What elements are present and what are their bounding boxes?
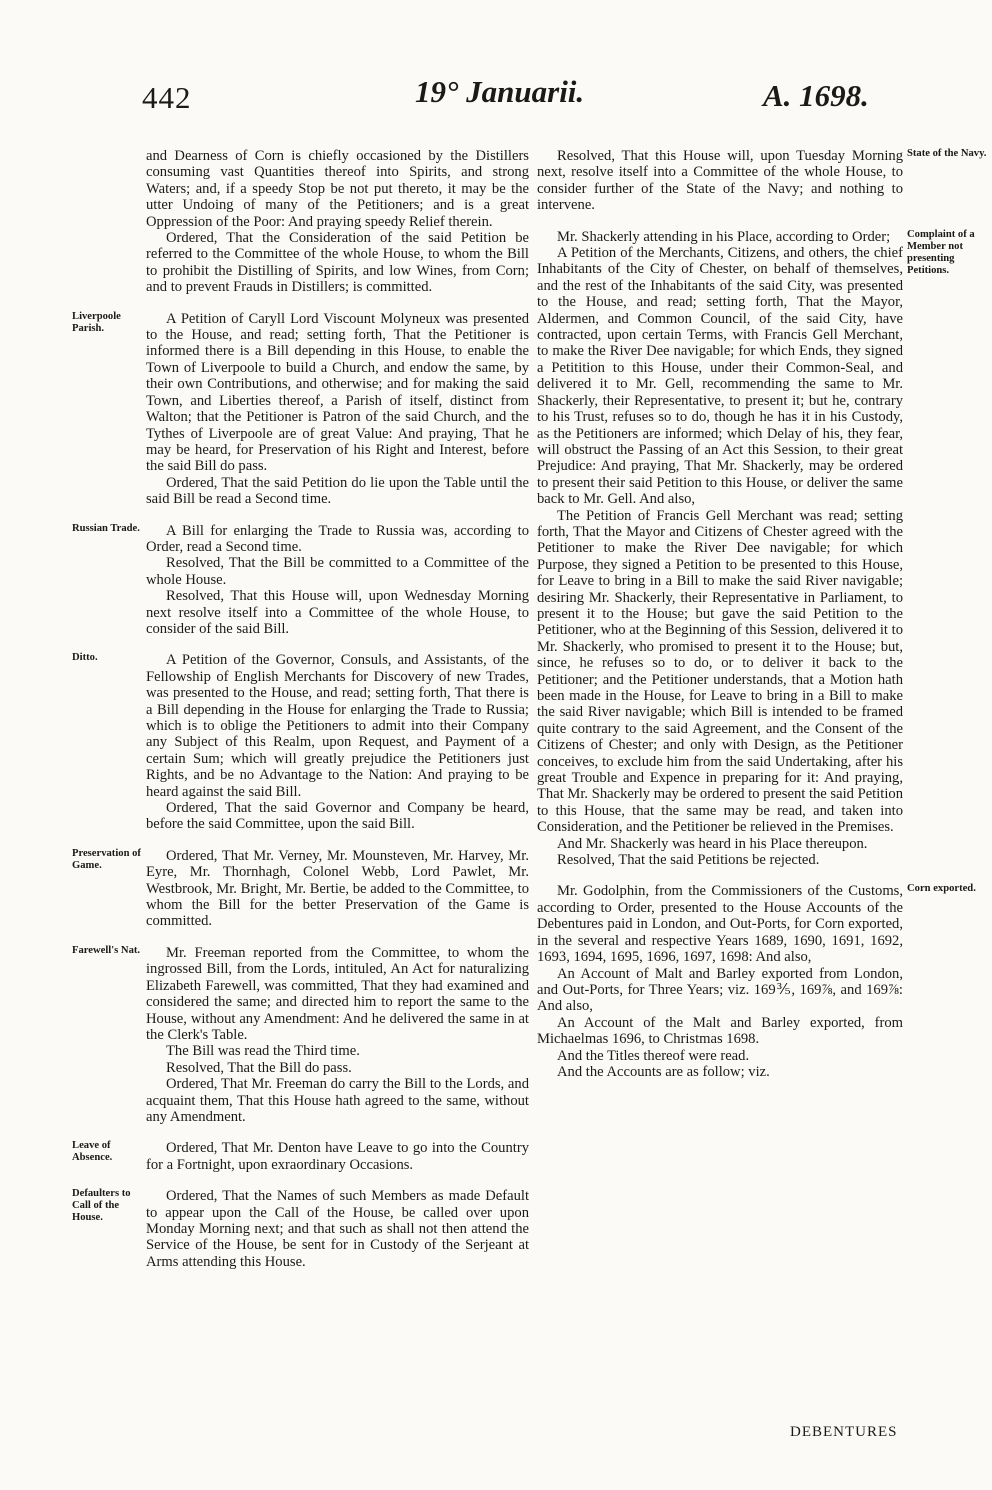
entry-leave-of-absence (72, 1140, 529, 1173)
paragraph: Resolved, That the said Petitions be rejected. (557, 852, 820, 869)
page-year: A. 1698. (763, 78, 869, 113)
margin-note: Preservation of Game. (72, 847, 141, 871)
paragraph: And Mr. Shackerly was heard in his Place thereupon. (557, 835, 868, 852)
entry-complaint-member (537, 228, 975, 869)
paragraph: Resolved, That this House will, upon Tuesday Morning next, resolve itself into a Committee of the whole House, to consider further of the State of the Navy; and nothing to intervene. (537, 148, 903, 214)
paragraph: And the Accounts are as follow; viz. (557, 1063, 770, 1080)
paragraph: The Bill was read the Third time. (166, 1043, 360, 1060)
paragraph: A Petition of the Merchants, Citizens, and others, the chief Inhabitants of the City of Chester, on behalf of themselves, and the rest of the Inhabitants of the said City, was presented to the House, and read; setting forth, That the Mayor, Aldermen, and Common Council, of the said City, have contracted, upon certain Terms, with Francis Gell Merchant, to make the River Dee navigable; for which Ends, they signed a Petitition to this House, under their Common-Seal, and delivered it to Mr. Gell, recommending the same to Mr. Shackerly, their Representative, to present it; but he, contrary to his Trust, refuses so to do, though he has it in his Custody, as the Petitioners are informed; which Delay of his, they fear, will obstruct the Passing of an Act this Session, to their great Prejudice: And praying, That Mr. Shackerly, may be ordered to present their said Petition to this House, or deliver the same back to Mr. Gell. And also, (537, 245, 903, 508)
left-column (72, 148, 529, 1270)
paragraph: Mr. Godolphin, from the Commissioners of the Customs, according to Order, presented to the House Accounts of the Debentures paid in London, and Out-Ports, for Corn exported, in the several and respective Years 1689, 1690, 1691, 1692, 1693, 1694, 1695, 1696, 1697, 1698: And also, (537, 883, 903, 966)
margin-note: Farewell's Nat. (72, 944, 141, 956)
paragraph: An Account of the Malt and Barley exported, from Michaelmas 1696, to Christmas 1698. (537, 1014, 903, 1048)
catchword: DEBENTURES (790, 1424, 898, 1440)
page-header (0, 74, 992, 124)
margin-note: Ditto. (72, 652, 98, 664)
paragraph: And the Titles thereof were read. (557, 1047, 750, 1064)
entry-defaulters (72, 1188, 529, 1270)
paragraph: Ordered, That Mr. Freeman do carry the Bill to the Lords, and acquaint them, That this House hath agreed to the same, without any Amendment. (146, 1076, 529, 1125)
paragraph: Ordered, That the Names of such Members as made Default to appear upon the Call of the House, be called over upon Monday Morning next; and that such as shall not then attend the Service of the House, be sent for in Custody of the Serjeant at Arms attending this House. (146, 1188, 529, 1270)
paragraph: Mr. Freeman reported from the Committee, to whom the ingrossed Bill, from the Lords, intituled, An Act for naturalizing Elizabeth Farewell, was committed, That they had examined and considered the same; and directed him to report the same to the House, without any Amendment: And he delivered the same in at the Clerk's Table. (146, 944, 529, 1043)
paragraph: Resolved, That the Bill do pass. (166, 1059, 352, 1076)
paragraph: Resolved, That the Bill be committed to a Committee of the whole House. (146, 555, 529, 588)
margin-note: Corn exported. (907, 883, 976, 895)
margin-note: Defaulters to Call of the House. (72, 1188, 131, 1224)
right-column (537, 148, 987, 1080)
entry-liverpoole-parish (72, 310, 529, 508)
paragraph: Mr. Shackerly attending in his Place, according to Order; (557, 228, 891, 245)
margin-note: Leave of Absence. (72, 1140, 113, 1164)
paragraph: The Petition of Francis Gell Merchant was read; setting forth, That the Mayor and Citizens of Chester agreed with the Petitioner to make the River Dee navigable; for which Purpose, they signed a Petition to be presented to this House, for Leave to bring in a Bill to make the said River navigable; desiring Mr. Shackerly, their Representative in Parliament, to present it to the House; but gave the said Petition to the Petitioner, who at the Beginning of this Session, delivered it to Mr. Shackerly, who promised to present it to the House; but, since, he refuses so to do, or to deliver it back to the Petitioner; and the Petitioner understands, that a Motion hath been made in the House, for Leave to bring in a Bill to make the said River navigable; which Bill is intended to be framed quite contrary to the said Agreement, and the Consent of the Citizens of Chester; and only with Design, as the Petitioner conceives, to exclude him from the said Undertaking, after his great Trouble and Expence in preparing for it: And praying, That Mr. Shackerly may be ordered to present the said Petition to this House, that the same may be read, and taken into Consideration, and the Petitioner be relieved in the Premises. (537, 507, 903, 836)
entry-state-of-navy (537, 148, 987, 214)
entry-distilling-petition (146, 148, 529, 296)
paragraph: A Bill for enlarging the Trade to Russia was, according to Order, read a Second time. (146, 522, 529, 555)
paragraph: A Petition of Caryll Lord Viscount Molyneux was presented to the House, and read; setting forth, That the Petitioner is informed there is a Bill depending in this House, to enable the Town of Liverpoole to build a Church, and endow the same, by their own Contributions, and otherwise; and for making the said Town, and Liberties thereof, a Parish of itself, distinct from Walton; that the Petitioner is Patron of the said Church, and the Tythes of Liverpoole are of great Value: And praying, That he may be heard, for Preservation of his Right and Interest, before the said Bill do pass. (146, 310, 529, 475)
paragraph: Ordered, That Mr. Verney, Mr. Mounsteven, Mr. Harvey, Mr. Eyre, Mr. Thornhagh, Colonel Webb, Lord Pawlet, Mr. Westbrook, Mr. Bright, Mr. Bertie, be added to the Committee, to whom the Bill for the better Preservation of the Game is committed. (146, 847, 529, 930)
paragraph: A Petition of the Governor, Consuls, and Assistants, of the Fellowship of English Merchants for Discovery of new Trades, was presented to the House, and read; setting forth, That there is a Bill depending in the House for enlarging the Trade to Russia; which is to oblige the Petitioners to admit into their Company any Subject of this Realm, upon Request, and Payment of a certain Sum; which will greatly prejudice the Petitioners just Rights, and be no Advantage to the Nation: And praying to be heard against the said Bill. (146, 652, 529, 800)
paragraph: Resolved, That this House will, upon Wednesday Morning next resolve itself into a Committee of the whole House, to consider of the said Bill. (146, 588, 529, 637)
margin-note: Liverpoole Parish. (72, 310, 121, 334)
paragraph: Ordered, That the said Governor and Company be heard, before the said Committee, upon the said Bill. (146, 800, 529, 833)
entry-russian-trade (72, 522, 529, 638)
margin-note: Complaint of a Member not presenting Petitions. (907, 228, 975, 276)
entry-preservation-of-game (72, 847, 529, 930)
paragraph: Ordered, That the said Petition do lie upon the Table until the said Bill be read a Second time. (146, 474, 529, 508)
margin-note: Russian Trade. (72, 522, 140, 534)
paragraph: Ordered, That the Consideration of the said Petition be referred to the Committee of the whole House, to whom the Bill to prohibit the Distilling of Spirits, and low Wines, from Corn; and to prevent Frauds in Distillers; is committed. (146, 230, 529, 296)
page-number: 442 (142, 80, 192, 115)
margin-note: State of the Navy. (907, 148, 987, 159)
page-date: 19° Januarii. (415, 74, 585, 109)
paragraph: and Dearness of Corn is chiefly occasioned by the Distillers consuming vast Quantities thereof into Spirits, and strong Waters; and, if a speedy Stop be not put thereto, it may be the utter Undoing of many of the Petitioners; and is a great Oppression of the Poor: And praying speedy Relief therein. (146, 148, 529, 230)
paragraph: An Account of Malt and Barley exported from London, and Out-Ports, for Three Years; viz. 169⅗, 169⅞, and 169⅞: And also, (537, 965, 903, 1015)
entry-corn-exported (537, 883, 976, 1080)
entry-ditto (72, 652, 529, 833)
entry-farewell-nat (72, 944, 529, 1125)
paragraph: Ordered, That Mr. Denton have Leave to go into the Country for a Fortnight, upon exraordinary Occasions. (146, 1140, 529, 1173)
